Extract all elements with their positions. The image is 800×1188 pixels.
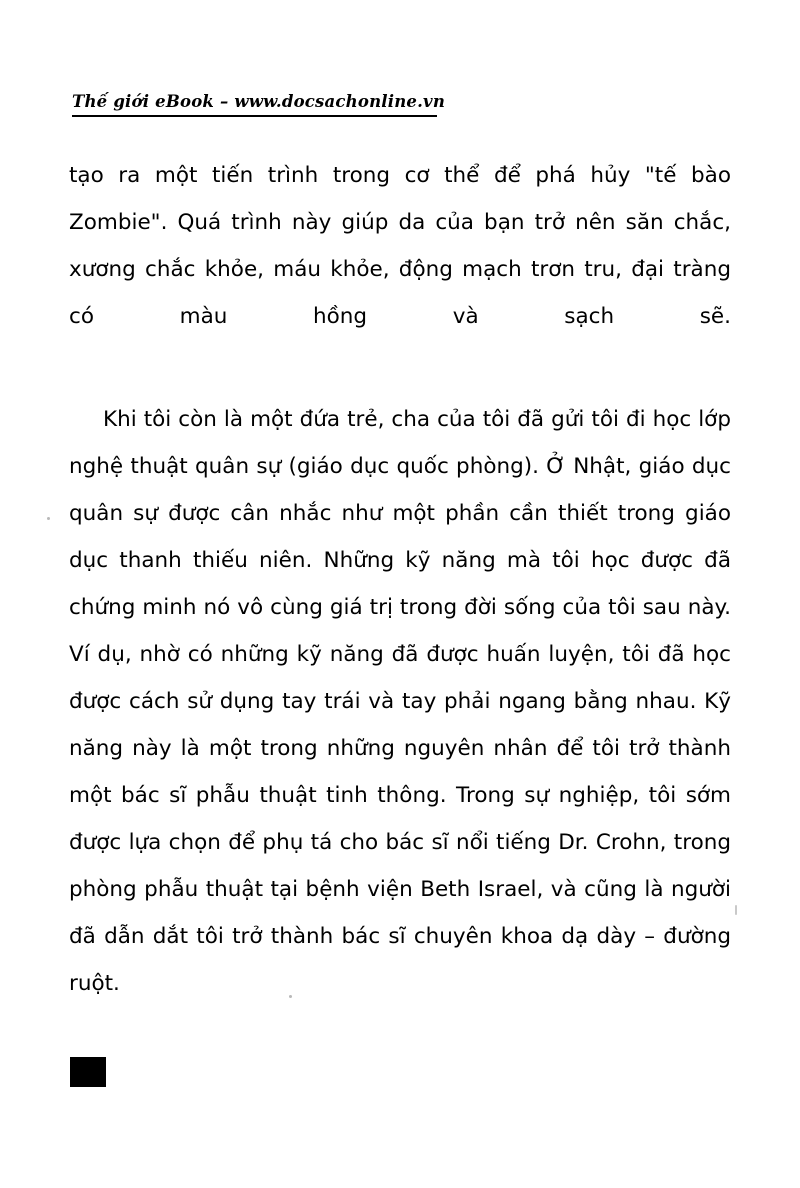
page-header (72, 92, 728, 117)
scan-speck (47, 517, 50, 520)
section-end-square-icon (70, 1057, 106, 1087)
scan-speck (289, 995, 292, 998)
scan-speck (735, 905, 737, 915)
running-title: Thế giới eBook – www.docsachonline.vn (72, 92, 446, 111)
header-divider (72, 115, 437, 117)
page-body (69, 152, 731, 1054)
paragraph-1: tạo ra một tiến trình trong cơ thể để phá hủy "tế bào Zombie". Quá trình này giúp da của bạn trở nên săn chắc, xương chắc khỏe, máu khỏe, động mạch trơn tru, đại tràng có màu hồng và sạch sẽ. (69, 163, 731, 329)
paragraph-2: Khi tôi còn là một đứa trẻ, cha của tôi đã gửi tôi đi học lớp nghệ thuật quân sự (giáo dục quốc phòng). Ở Nhật, giáo dục quân sự được cân nhắc như một phần cần thiết trong giáo dục thanh thiếu niên. Những kỹ năng mà tôi học được đã chứng minh nó vô cùng giá trị trong đời sống của tôi sau này. Ví dụ, nhờ có những kỹ năng đã được huấn luyện, tôi đã học được cách sử dụng tay trái và tay phải ngang bằng nhau. Kỹ năng này là một trong những nguyên nhân để tôi trở thành một bác sĩ phẫu thuật tinh thông. Trong sự nghiệp, tôi sớm được lựa chọn để phụ tá cho bác sĩ nổi tiếng Dr. Crohn, trong phòng phẫu thuật tại bệnh viện Beth Israel, và cũng là người đã dẫn dắt tôi trở thành bác sĩ chuyên khoa dạ dày – đường ruột. (69, 407, 731, 996)
